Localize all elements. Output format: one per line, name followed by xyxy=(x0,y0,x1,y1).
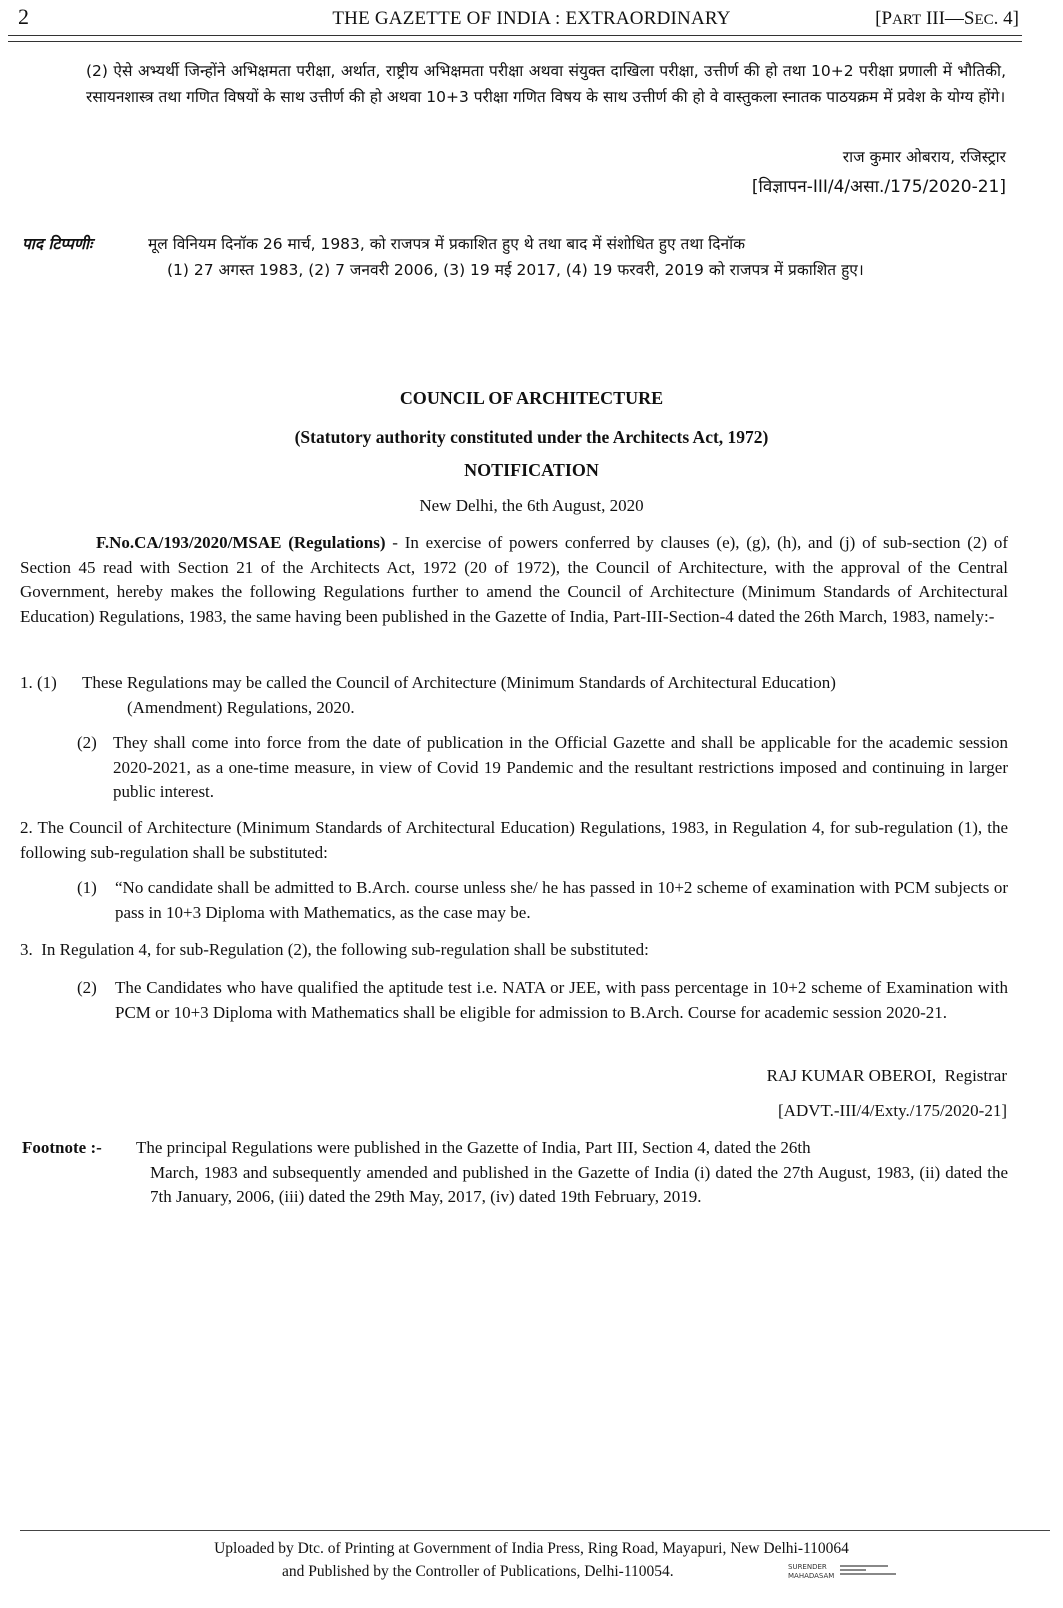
footnote-label: Footnote :- xyxy=(22,1138,102,1157)
part-close: . 4] xyxy=(993,8,1019,29)
place-date: New Delhi, the 6th August, 2020 xyxy=(419,496,644,515)
footer-line-2: and Published by the Controller of Publications, Delhi-110054. xyxy=(282,1563,674,1580)
part-smallcaps: ART xyxy=(892,12,922,28)
item-1-label: 1. (1) xyxy=(20,673,57,692)
digital-signature-name xyxy=(788,1563,834,1581)
regulation-item-2: 2. The Council of Architecture (Minimum Standards of Architectural Education) Regulations, 1983, in Regulation 4, for sub-regulation (1), the following sub-regulation shall be substituted: xyxy=(20,818,1008,862)
hindi-footnote-rest: (1) 27 अगस्त 1983, (2) 7 जनवरी 2006, (3) 19 मई 2017, (4) 19 फरवरी, 2019 को राजपत्र में प्रकाशित हुए। xyxy=(167,261,864,279)
item-2-sub-1-text: “No candidate shall be admitted to B.Arch. course unless she/ he has passed in 10+2 scheme of examination with PCM subjects or pass in 10+3 Diploma with Mathematics, as the case may be. xyxy=(115,878,1008,922)
item-1-text-cont: (Amendment) Regulations, 2020. xyxy=(127,697,355,717)
hindi-footnote-first-line: मूल विनियम दिनॉक 26 मार्च, 1983, को राजपत्र में प्रकाशित हुए थे तथा बाद में संशोधित हुए तथा दिनॉक xyxy=(148,235,745,253)
preamble-text: - In exercise of powers conferred by clauses (e), (g), (h), and (j) of sub-section (2) of Section 45 read with Section 21 of the Architects Act, 1972 (20 of 1972), the Council of Architecture, with the approval of the Central Government, hereby makes the following Regulations further to amend the Council of Architecture (Minimum Standards of Architectural Education) Regulations, 1983, the same having been published in the Gazette of India, Part-III-Section-4 dated the 26th March, 1983, namely:- xyxy=(20,533,1009,626)
authority-heading: COUNCIL OF ARCHITECTURE xyxy=(399,388,664,408)
item-1-text-first: These Regulations may be called the Council of Architecture (Minimum Standards of Architectural Education) xyxy=(82,673,836,692)
hindi-footnote-label: पाद टिप्पणीः xyxy=(22,235,93,253)
english-reference: [ADVT.-III/4/Exty./175/2020-21] xyxy=(778,1101,1007,1120)
hindi-reference: [विज्ञापन-III/4/असा./175/2020-21] xyxy=(751,177,1006,197)
signer-first-name: SURENDER xyxy=(788,1563,827,1571)
header-rule-top xyxy=(8,35,1022,36)
footnote-continuation: March, 1983 and subsequently amended and published in the Gazette of India (i) dated the 27th August, 1983, (ii) dated the 7th January, 2006, (iii) dated the 29th May, 2017, (iv) dated 19th February, 2019. xyxy=(150,1162,1008,1206)
part-section-label xyxy=(875,8,1019,30)
item-1-sub-2-label: (2) xyxy=(77,733,97,752)
hindi-signatory: राज कुमार ओबराय, रजिस्ट्रार xyxy=(842,148,1006,166)
footnote-first-line: The principal Regulations were published in the Gazette of India, Part III, Section 4, dated the 26th xyxy=(136,1138,811,1157)
digital-signature-microprint xyxy=(840,1565,900,1577)
hindi-paragraph: (2) ऐसे अभ्यर्थी जिन्होंने अभिक्षमता परीक्षा, अर्थात, राष्ट्रीय अभिक्षमता परीक्षा अथवा संयुक्त दाखिला परीक्षा, उत्तीर्ण की हो तथा 10+2 परीक्षा प्रणाली में भौतिकी, रसायनशास्त्र तथा गणित विषयों के साथ उत्तीर्ण की हो अथवा 10+3 परीक्षा गणित विषय के साथ उत्तीर्ण की हो वे वास्तुकला स्नातक पाठयक्रम में प्रवेश के योग्य होंगे। xyxy=(86,62,1006,106)
item-1-sub-2 xyxy=(77,731,1008,805)
footer-rule xyxy=(20,1530,1050,1531)
header-rule-bottom xyxy=(8,41,1022,42)
item-3-sub-2 xyxy=(77,976,1008,1025)
part-open: [P xyxy=(875,8,893,29)
item-2-sub-1-label: (1) xyxy=(77,878,97,897)
regulation-item-1 xyxy=(20,671,1008,720)
preamble-paragraph xyxy=(20,531,1008,629)
gazette-title: THE GAZETTE OF INDIA : EXTRAORDINARY xyxy=(332,8,731,29)
item-3-sub-2-label: (2) xyxy=(77,978,97,997)
sec-smallcaps: EC xyxy=(974,12,994,28)
authority-subtitle: (Statutory authority constituted under the Architects Act, 1972) xyxy=(294,427,769,447)
english-signatory: RAJ KUMAR OBEROI, Registrar xyxy=(766,1066,1007,1085)
item-1-sub-2-text: They shall come into force from the date of publication in the Official Gazette and shall be applicable for the academic session 2020-2021, as a one-time measure, in view of Covid 19 Pandemic and the resultant restrictions imposed and continuing in larger public interest. xyxy=(113,733,1008,801)
file-number: F.No.CA/193/2020/MSAE (Regulations) xyxy=(96,533,386,552)
item-2-sub-1 xyxy=(77,876,1008,925)
hindi-footnote-body xyxy=(148,231,1008,283)
regulation-item-3: 3. In Regulation 4, for sub-Regulation (2), the following sub-regulation shall be substituted: xyxy=(20,940,649,959)
page-number: 2 xyxy=(18,4,29,29)
item-1-text xyxy=(82,671,1008,696)
footnote-body xyxy=(136,1136,1008,1210)
item-3-sub-2-text: The Candidates who have qualified the aptitude test i.e. NATA or JEE, with pass percentage in 10+2 scheme of Examination with PCM or 10+3 Diploma with Mathematics shall be eligible for admission to B.Arch. Course for academic session 2020-21. xyxy=(115,978,1008,1022)
notification-heading: NOTIFICATION xyxy=(464,460,599,480)
part-mid: III—S xyxy=(921,8,975,29)
signer-last-name: MAHADASAM xyxy=(788,1572,835,1580)
footer-line-1: Uploaded by Dtc. of Printing at Government of India Press, Ring Road, Mayapuri, New Delhi-110064 xyxy=(214,1540,849,1557)
